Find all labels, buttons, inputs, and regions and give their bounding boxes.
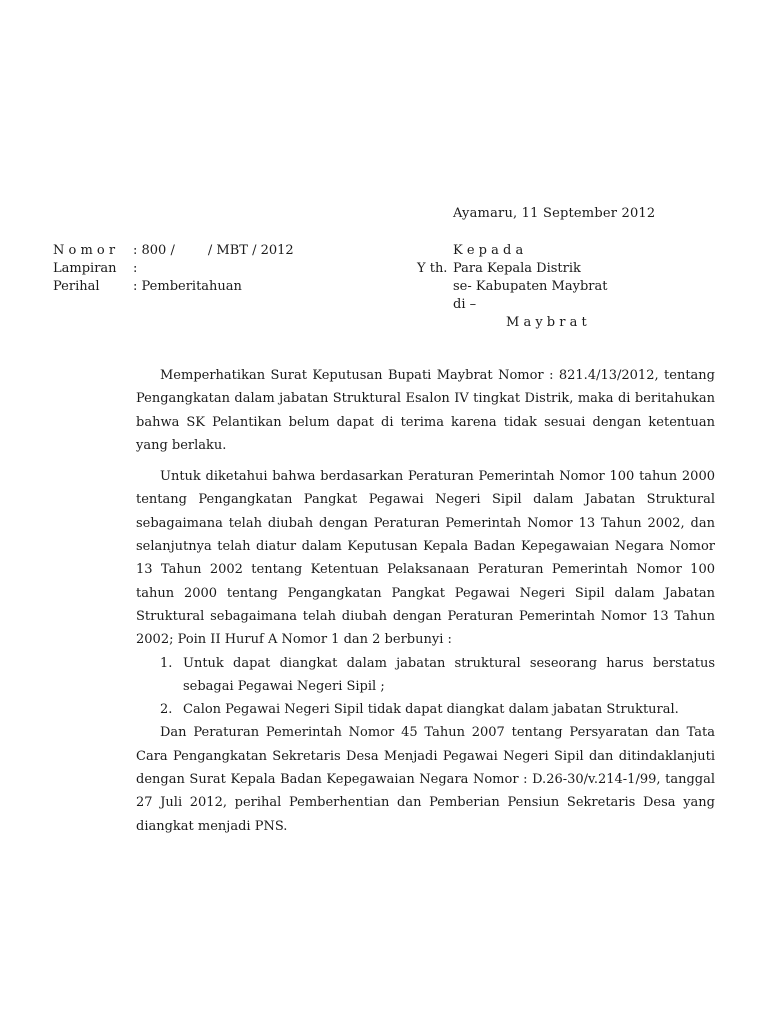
nomor-value: : 800 / / MBT / 2012 [133,243,294,258]
place-label: M a y b r a t [506,315,587,330]
letter-date: Ayamaru, 11 September 2012 [453,206,656,221]
list-number: 1. [160,655,173,671]
lampiran-label: Lampiran [53,261,117,276]
lampiran-row [53,261,137,276]
list-number: 2. [160,702,173,718]
perihal-label: Perihal [53,279,100,294]
list-item [136,652,715,699]
recipient-line-2: se- Kabupaten Maybrat [453,279,608,294]
recipient-line-1: Para Kepala Distrik [453,261,581,276]
perihal-row [53,279,242,294]
perihal-value: : Pemberitahuan [133,279,242,294]
di-label: di – [453,297,477,312]
paragraph-3: Dan Peraturan Pemerintah Nomor 45 Tahun 2007 tentang Persyaratan dan Tata Cara Pengangkatan Sekretaris Desa Menjadi Pegawai Negeri Sipil dan ditindaklanjuti dengan Surat Kepala Badan Kepegawaian Negara Nomor : D.26-30/v.214-1/99, tanggal 27 Juli 2012, perihal Pemberhentian dan Pemberian Pensiun Sekretaris Desa yang diangkat menjadi PNS. [136,725,715,834]
letter-body [136,364,715,838]
list-text: Untuk dapat diangkat dalam jabatan struktural seseorang harus berstatus sebagai Pegawai Negeri Sipil ; [183,655,715,694]
nomor-row [53,243,294,258]
kepada-label: K e p a d a [453,243,524,258]
nomor-label: N o m o r [53,243,116,258]
list-item [136,698,715,721]
paragraph-1: Memperhatikan Surat Keputusan Bupati Maybrat Nomor : 821.4/13/2012, tentang Pengangkatan dalam jabatan Struktural Esalon IV tingkat Distrik, maka di beritahukan bahwa SK Pelantikan belum dapat di terima karena tidak sesuai dengan ketentuan yang berlaku. [136,368,715,453]
yth-label: Y th. [417,261,448,276]
list-text: Calon Pegawai Negeri Sipil tidak dapat diangkat dalam jabatan Struktural. [183,702,679,718]
lampiran-value: : [133,261,138,276]
paragraph-2: Untuk diketahui bahwa berdasarkan Peraturan Pemerintah Nomor 100 tahun 2000 tentang Pengangkatan Pangkat Pegawai Negeri Sipil dalam Jabatan Struktural sebagaimana telah diubah dengan Peraturan Pemerintah Nomor 13 Tahun 2002, dan selanjutnya telah diatur dalam Keputusan Kepala Badan Kepegawaian Negara Nomor 13 Tahun 2002 tentang Ketentuan Pelaksanaan Peraturan Pemerintah Nomor 100 tahun 2000 tentang Pengangkatan Pangkat Pegawai Negeri Sipil dalam Jabatan Struktural sebagaimana telah diubah dengan Peraturan Pemerintah Nomor 13 Tahun 2002; Poin II Huruf A Nomor 1 dan 2 berbunyi : [136,469,715,648]
